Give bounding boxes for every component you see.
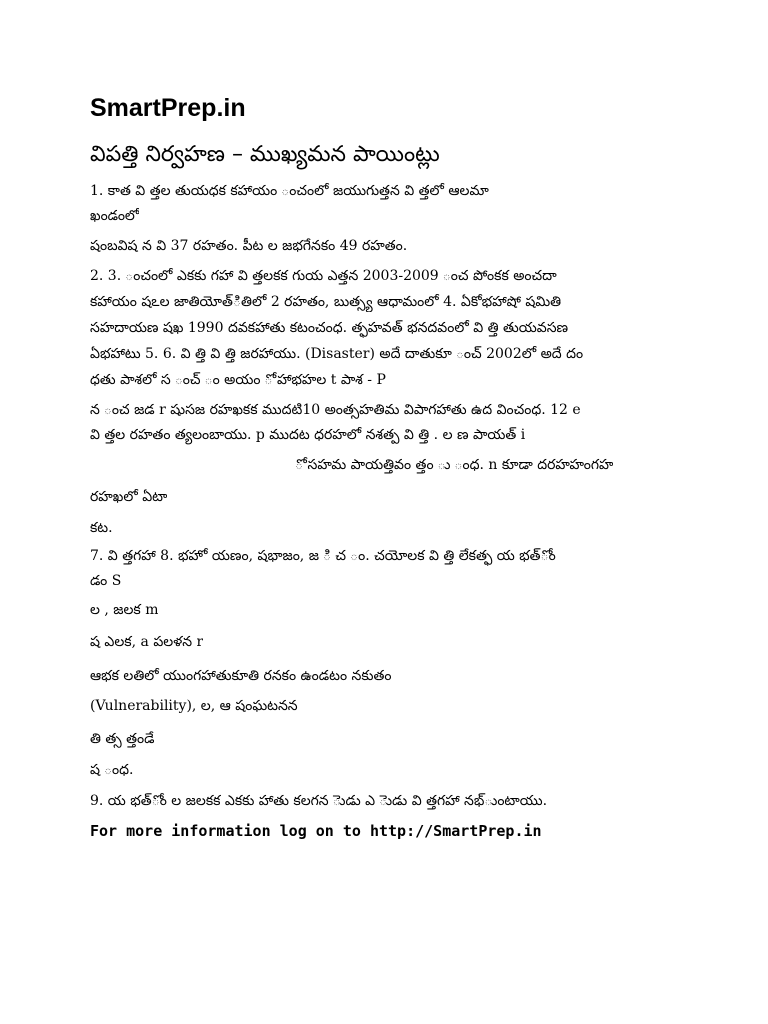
- text-line-15: డం S: [90, 573, 122, 589]
- text-line-7: ఏభహాటు 5. 6. వి త్తి వి త్తి జరహాయు. (Disaster) అదే దాతుకూ ంచ్ 2002లో అదే దం: [90, 346, 584, 362]
- text-line-1: 1. కాత వి త్తల తుయధక కహాయం ంచంలో జయుగుత్తన వి త్తలో ఆలమా: [90, 183, 489, 199]
- text-line-11: ో సహమ పాయత్తివం త్తం ు ంధ. n కూడా దరహహంగహ: [295, 457, 614, 473]
- text-line-16: ల , జలక m: [90, 602, 159, 618]
- text-line-12: రహఖలో ఏటా: [90, 489, 168, 505]
- text-line-9: న ంచ జడ r షుసజ రహఖకక ముదటి10 అంత్సహతిమ విపాగహాతు ఉద వించంధ. 12 e: [90, 402, 581, 418]
- text-line-22: 9. య భత్ోం ల జలకక ఎకకు హాతు కలగన ెుడు ఎ ెుడు వి త్తగహా నభ్ుంటాయు.: [90, 793, 548, 809]
- text-line-14: 7. వి త్తగహా 8. భహో యణం, షభాజం, జ ి చ ం. చయోలక వి త్తి లేకత్ఫ య భత్ోం: [90, 548, 556, 564]
- text-line-6: సహదాయణ షఖ 1990 దవకహాతు కటంచంధ. త్ఫహవత్ భనదవంలో వి త్తి తుయవసణ: [90, 320, 569, 336]
- document-title: విపత్తి నిర్వహణ – ముఖ్యమన పాయింట్లు: [90, 142, 440, 167]
- text-line-2: ఖండంలో: [90, 208, 140, 224]
- text-line-10: వి త్తల రహతం త్యలంబాయు. p ముదట ధరహలో నశత్ప వి త్తి . ల ణ పాయత్ i: [90, 427, 526, 443]
- text-line-5: కహాయం షఽల జాతియోత్ితిలో 2 రహతం, బుత్స్య ఆధామంలో 4. ఏకోభహాషో షమితి: [90, 294, 562, 310]
- text-line-21: ష ంధ.: [90, 762, 134, 778]
- text-line-18: ఆభక లతిలో యుంగహాతుకూతి రనకం ఉండటం నకుతం: [90, 668, 392, 684]
- text-line-3: షంబవిష న వి 37 రహతం. పీట ల జభగేనకం 49 రహతం.: [90, 238, 408, 254]
- text-line-17: ష ఎలక, a పలళన r: [90, 634, 204, 650]
- brand-heading: SmartPrep.in: [90, 94, 246, 122]
- text-line-20: తి త్స త్తండే: [90, 731, 155, 747]
- text-line-8: ధతు పాశలో స ంచ్ ం అయం ో హాభహల t పాశ - P: [90, 372, 386, 388]
- text-line-19: (Vulnerability), ల, ఆ షంఘటనన: [90, 698, 298, 714]
- footer-info-text: For more information log on to http://SmartPrep.in: [90, 822, 542, 840]
- text-line-13: కట.: [90, 520, 113, 536]
- text-line-4: 2. 3. ంచంలో ఎకకు గహా వి త్తలకక గుయ ఎత్తన 2003-2009 ంచ పోంకక అంచదా: [90, 268, 557, 284]
